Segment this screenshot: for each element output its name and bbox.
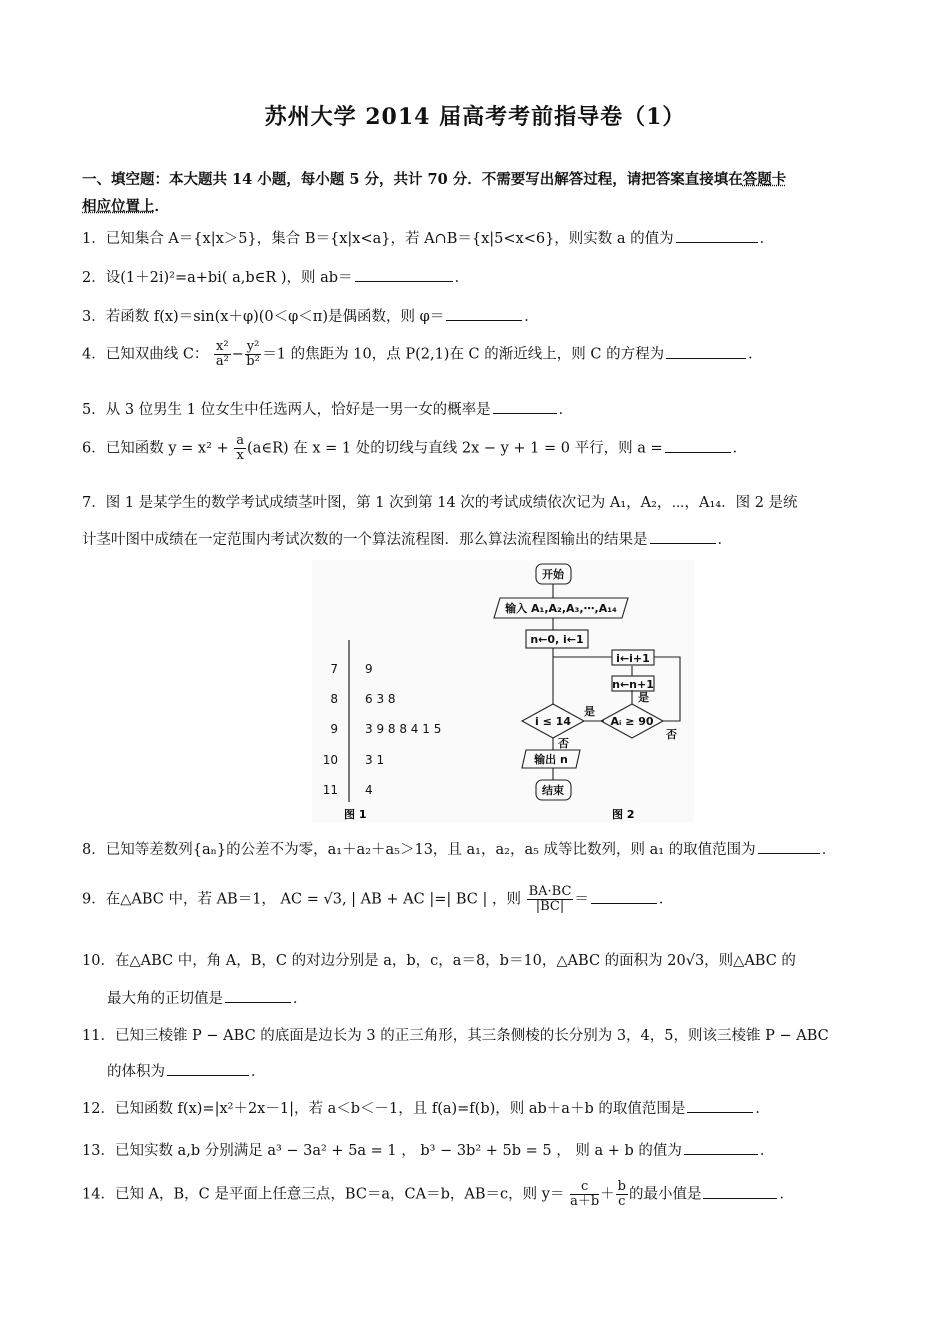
flow-cond2-label: Aᵢ ≥ 90 (610, 715, 654, 728)
figure-2-label: 图 2 (612, 808, 635, 821)
fraction-denominator: a² (215, 354, 229, 369)
fraction-numerator: x² (216, 339, 229, 354)
question-8 (82, 838, 882, 859)
fraction-numerator: c (570, 1180, 599, 1195)
answer-blank[interactable] (676, 228, 758, 243)
fraction-denominator: x (236, 448, 244, 463)
question-text: 14．已知 A，B，C 是平面上任意三点，BC＝a，CA＝b，AB＝c，则 y＝ (82, 1186, 565, 1203)
leaves: 3 1 (365, 753, 385, 767)
question-suffix: ． (717, 532, 732, 548)
answer-blank[interactable] (167, 1061, 249, 1076)
question-suffix: ． (821, 842, 837, 858)
flowchart-labels (504, 567, 677, 797)
question-text: 2．设(1＋2i)²=a+bi( a,b∈R )，则 ab＝ (82, 270, 353, 286)
fraction-numerator: a (236, 433, 245, 448)
question-suffix: ． (251, 1064, 266, 1080)
question-suffix: ． (779, 1186, 794, 1203)
question-3 (82, 305, 882, 326)
answer-blank[interactable] (493, 399, 557, 414)
stem: 7 (330, 662, 338, 676)
question-2 (82, 266, 882, 287)
answer-blank[interactable] (665, 438, 731, 453)
leaves: 6 3 8 (365, 692, 396, 706)
fraction-numerator: BA·BC (528, 884, 572, 899)
question-4 (82, 340, 882, 369)
question-9 (82, 885, 882, 914)
question-12 (82, 1097, 882, 1118)
answer-blank[interactable] (355, 267, 453, 282)
answer-blank[interactable] (703, 1184, 777, 1199)
answer-blank[interactable] (687, 1098, 753, 1113)
question-text: 4．已知双曲线 C： (82, 346, 209, 363)
question-7-line-2 (82, 528, 882, 549)
leaves: 4 (365, 783, 373, 797)
stem: 11 (322, 783, 338, 797)
question-text: 的体积为 (107, 1064, 165, 1080)
stem: 8 (330, 692, 338, 706)
fraction-denominator: b² (246, 354, 260, 369)
figure-svg (312, 560, 694, 822)
question-7-line-1: 7．图 1 是某学生的数学考试成绩茎叶图，第 1 次到第 14 次的考试成绩依次记为 A₁，A₂，⋯，A₁₄．图 2 是统 (82, 495, 798, 511)
question-text: 1．已知集合 A＝{x|x＞5}，集合 B＝{x|x<a}，若 A∩B＝{x|5<x<6}，则实数 a 的值为 (82, 231, 674, 247)
question-11-line-1: 11．已知三棱锥 P − ABC 的底面是边长为 3 的正三角形，其三条侧棱的长分别为 3，4，5，则该三棱锥 P − ABC (82, 1028, 829, 1044)
fraction (570, 1180, 599, 1209)
section-heading-text-b: 相应位置上 (82, 198, 155, 215)
question-suffix: ． (558, 402, 574, 418)
fraction (245, 340, 262, 369)
flow-init-label: n←0, i←1 (530, 633, 584, 646)
question-text: ＝1 的焦距为 10，点 P(2,1)在 C 的渐近线上，则 C 的方程为 (262, 346, 665, 363)
flow-output-label: 输出 n (534, 753, 568, 766)
stem: 9 (330, 722, 338, 736)
minus-sign: − (231, 346, 244, 363)
fraction (214, 340, 231, 369)
figure-stem-leaf-and-flowchart (312, 560, 694, 822)
flow-yes2-label: 是 (638, 691, 649, 704)
question-11-line-2 (107, 1060, 907, 1081)
fraction-denominator: a＋b (570, 1194, 600, 1209)
question-13 (82, 1139, 882, 1160)
flow-no-branch (654, 657, 680, 721)
answer-blank[interactable] (666, 344, 746, 359)
flow-no2-label: 否 (666, 728, 677, 741)
figure-1-label: 图 1 (344, 808, 367, 821)
fraction (616, 1180, 628, 1209)
question-suffix: ． (755, 1101, 770, 1117)
question-text: 最大角的正切值是 (107, 991, 223, 1007)
question-text: 6．已知函数 y = x² + (82, 440, 229, 457)
flow-start-label: 开始 (542, 568, 564, 581)
question-14 (82, 1180, 882, 1209)
question-1 (82, 227, 882, 248)
section-heading-end: ． (154, 198, 169, 215)
section-heading-text-a: 一、填空题：本大题共 14 小题，每小题 5 分，共计 70 分．不需要写出解答过程，请把答案直接填在 (82, 171, 743, 188)
leaves: 3 9 8 8 4 1 5 (365, 722, 442, 736)
fraction-numerator: b (617, 1179, 626, 1194)
answer-blank[interactable] (650, 529, 716, 544)
fraction (234, 434, 246, 463)
flow-no-label: 否 (558, 737, 569, 750)
question-text: 13．已知实数 a,b 分别满足 a³ − 3a² + 5a = 1 ， b³ − 3b² + 5b = 5 ， 则 a + b 的值为 (82, 1143, 682, 1159)
question-text: 9．在△ABC 中，若 AB＝1， AC = √3, | AB + AC |=| BC | ，则 (82, 891, 521, 908)
answer-blank[interactable] (758, 839, 820, 854)
question-suffix: ． (658, 891, 674, 908)
question-suffix: ． (759, 231, 775, 247)
question-10-line-2 (107, 987, 907, 1008)
plus-sign: ＋ (600, 1186, 615, 1203)
question-10-line-1: 10．在△ABC 中，角 A，B，C 的对边分别是 a，b，c，a＝8，b＝10，△ABC 的面积为 20√3，则△ABC 的 (82, 953, 796, 969)
question-text: (a∈R) 在 x = 1 处的切线与直线 2x − y + 1 = 0 平行，则 a = (247, 440, 663, 457)
question-suffix: ． (293, 991, 308, 1007)
question-suffix: ． (524, 309, 539, 325)
question-text: 8．已知等差数列{aₙ}的公差不为零，a₁＋a₂＋a₅＞13，且 a₁，a₂，a₅ 成等比数列，则 a₁ 的取值范围为 (82, 842, 756, 858)
question-suffix: ． (759, 1143, 775, 1159)
answer-blank[interactable] (591, 889, 657, 904)
stem-leaf-table (323, 662, 442, 797)
question-text: 5．从 3 位男生 1 位女生中任选两人，恰好是一男一女的概率是 (82, 402, 491, 418)
fraction-denominator: |BC| (535, 899, 565, 914)
fraction-denominator: c (618, 1194, 626, 1209)
section-heading-emph-a: 答题卡 (742, 171, 787, 188)
flow-cond1-label: i ≤ 14 (535, 715, 571, 728)
leaves: 9 (365, 662, 373, 676)
question-5 (82, 398, 882, 419)
question-text: ＝ (574, 891, 589, 908)
answer-blank[interactable] (225, 988, 291, 1003)
question-text: 12．已知函数 f(x)=|x²＋2x－1|，若 a＜b＜－1，且 f(a)=f(b)，则 ab＋a＋b 的取值范围是 (82, 1101, 686, 1117)
flow-yes-label: 是 (584, 705, 595, 718)
fraction (527, 885, 574, 914)
question-text: 计茎叶图中成绩在一定范围内考试次数的一个算法流程图．那么算法流程图输出的结果是 (82, 532, 648, 548)
question-6 (82, 434, 882, 463)
flow-input-label: 输入 A₁,A₂,A₃,⋯,A₁₄ (505, 602, 617, 615)
flow-incr-i-label: i←i+1 (616, 652, 650, 665)
flow-incr-n-label: n←n+1 (612, 678, 654, 691)
question-text: 的最小值是 (628, 1186, 702, 1203)
question-text: 3．若函数 f(x)＝sin(x＋φ)(0＜φ＜π)是偶函数，则 φ＝ (82, 309, 445, 325)
answer-blank[interactable] (684, 1140, 758, 1155)
question-suffix: ． (748, 346, 763, 363)
question-suffix: ． (732, 440, 748, 457)
question-suffix: ． (454, 270, 470, 286)
flow-end-label: 结束 (542, 784, 564, 797)
fraction-numerator: y² (246, 339, 260, 354)
stem: 10 (322, 753, 338, 767)
answer-blank[interactable] (446, 306, 522, 321)
section-heading (82, 166, 872, 220)
page-title: 苏州大学 2014 届高考考前指导卷（1） (264, 104, 686, 130)
